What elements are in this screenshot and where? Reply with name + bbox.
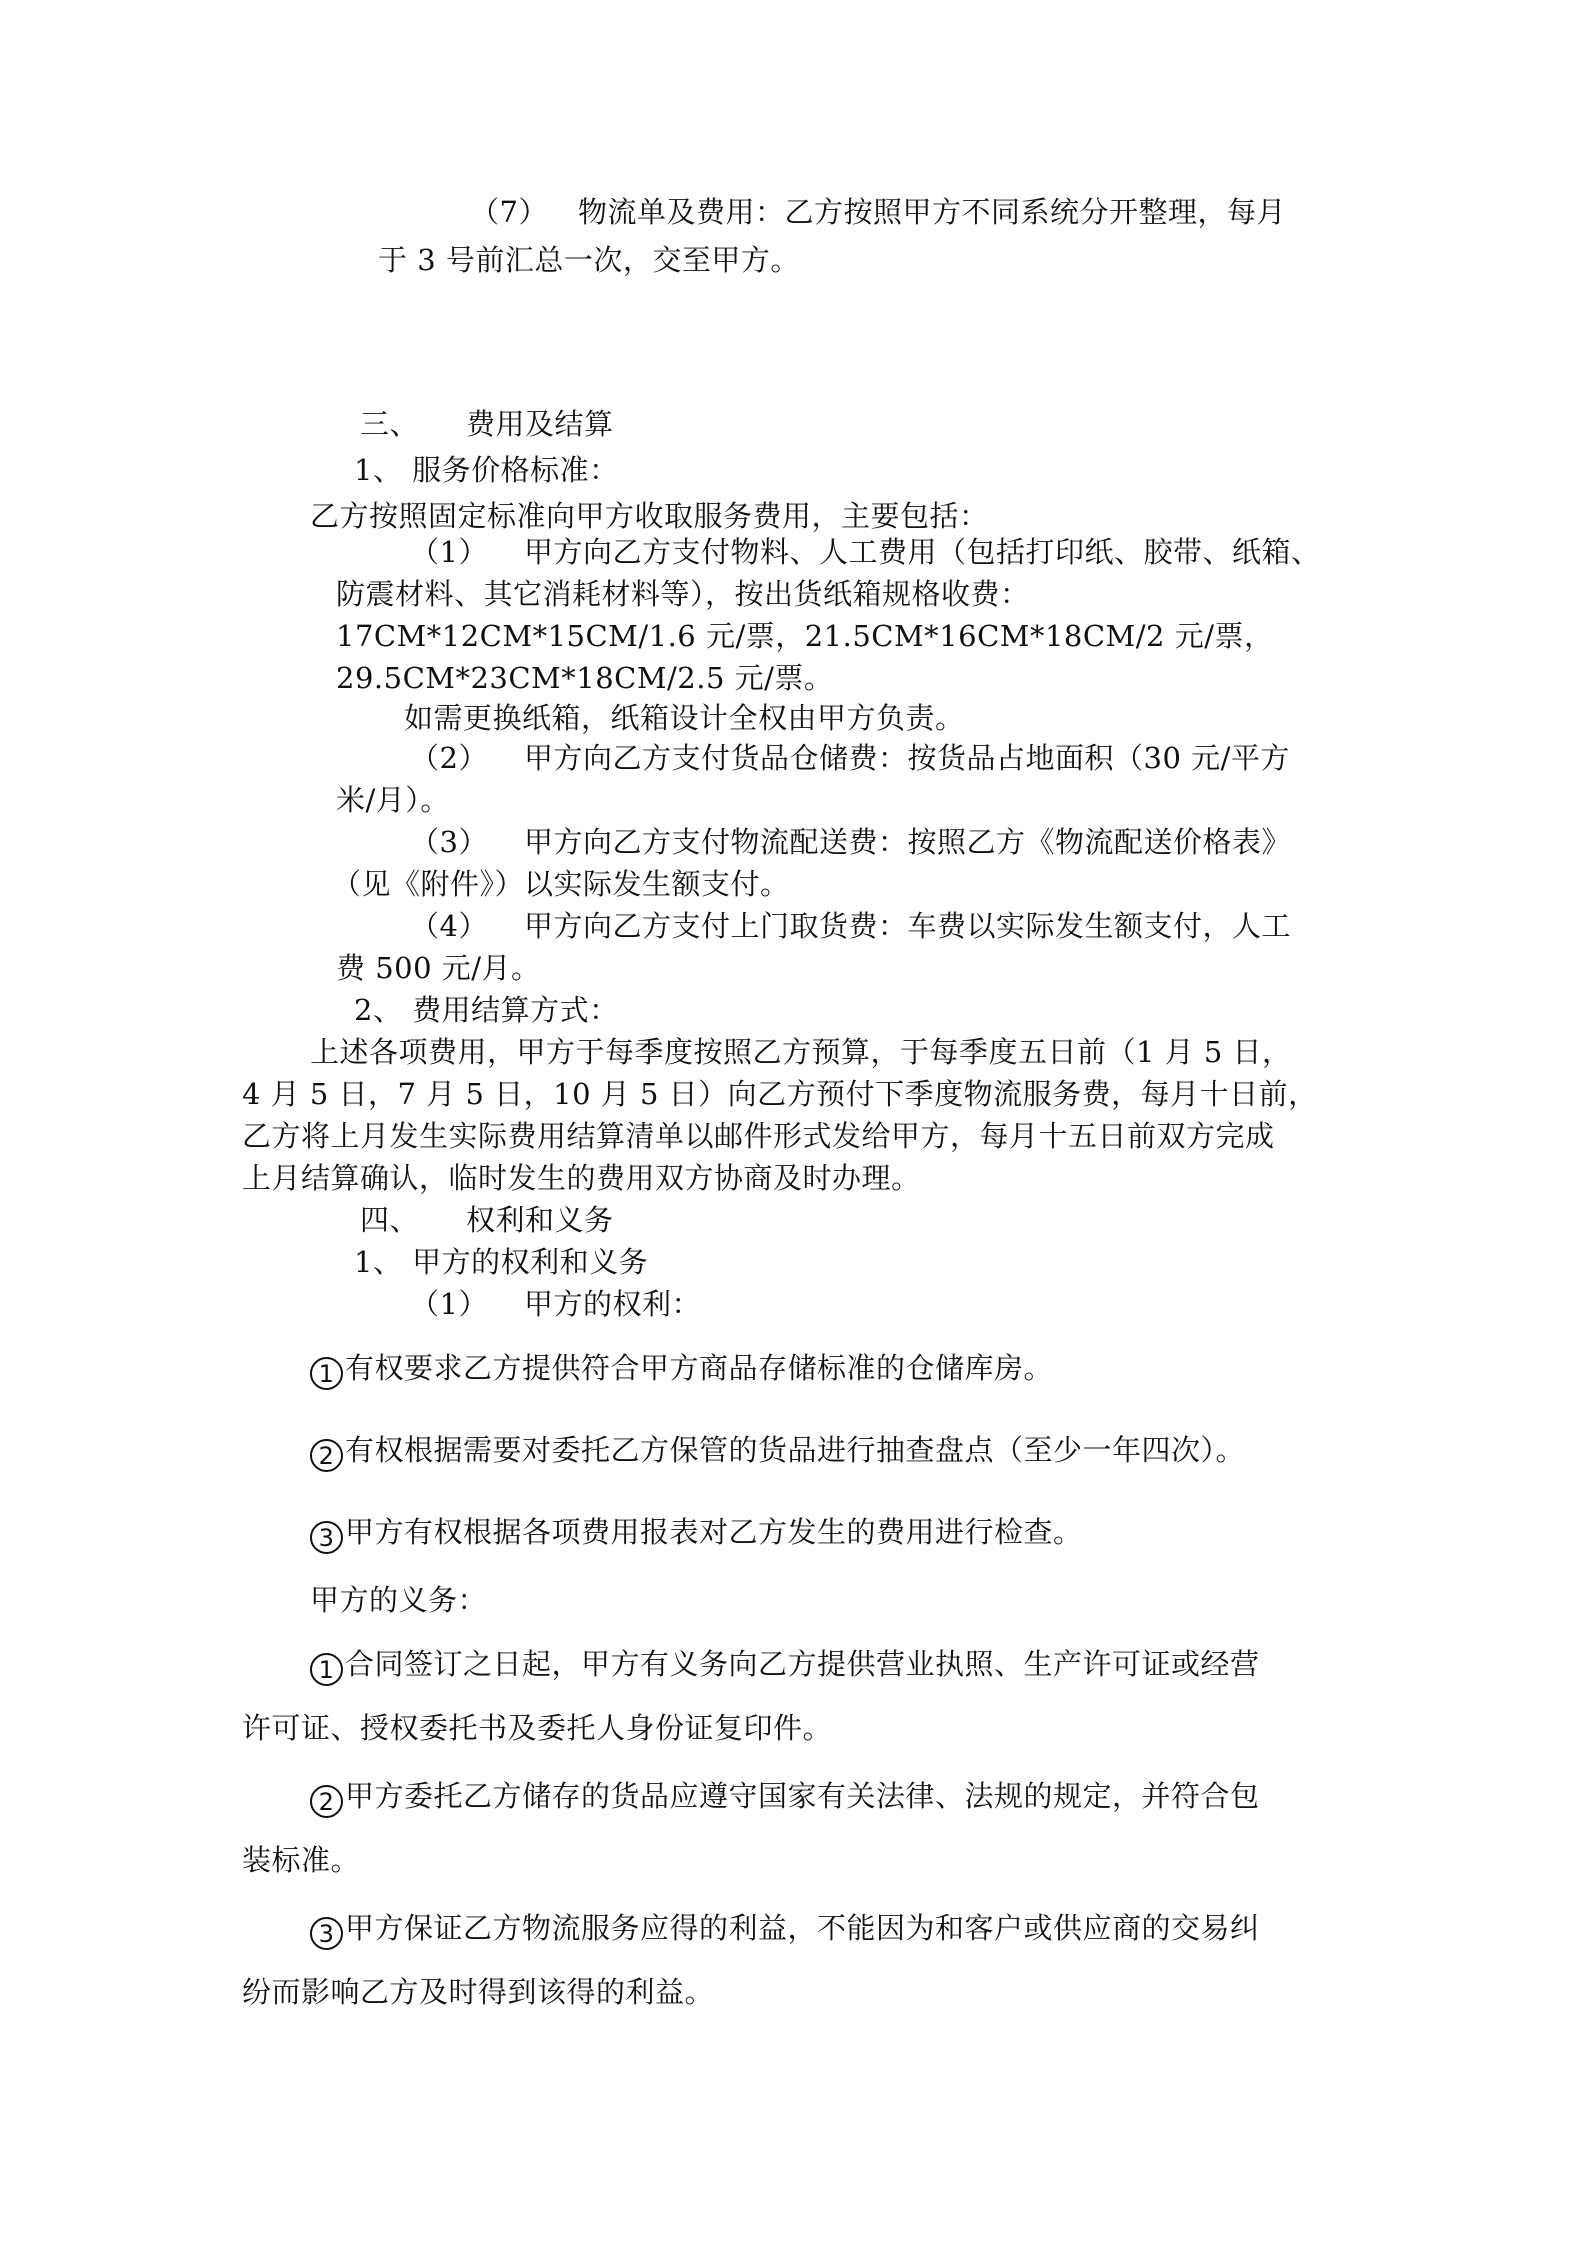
obligation-item-1-text: 合同签订之日起，甲方有义务向乙方提供营业执照、生产许可证或经营 <box>345 1647 1260 1681</box>
item-4-text-cont: 费 500 元/月。 <box>336 951 541 985</box>
right-item-1 <box>310 1348 1053 1390</box>
paragraph: 乙方按照固定标准向甲方收取服务费用，主要包括： <box>310 499 989 533</box>
circled-number-icon: 2 <box>310 1439 343 1472</box>
section-3-title: 费用及结算 <box>466 407 614 441</box>
circled-number-icon: 3 <box>310 1521 343 1554</box>
item-3-text-cont: （见《附件》）以实际发生额支付。 <box>332 867 790 901</box>
right-item-1-text: 有权要求乙方提供符合甲方商品存储标准的仓储库房。 <box>345 1351 1054 1385</box>
section-4-title: 权利和义务 <box>466 1203 614 1237</box>
box-spec-line-1: 17CM*12CM*15CM/1.6 元/票，21.5CM*16CM*18CM/2 元/票， <box>336 619 1274 653</box>
obligation-item-3-cont: 纷而影响乙方及时得到该得的利益。 <box>242 1975 715 2009</box>
right-item-2-text: 有权根据需要对委托乙方保管的货品进行抽查盘点（至少一年四次）。 <box>345 1433 1246 1467</box>
section-3-number: 三、 <box>360 407 420 441</box>
item-7-number: （7） <box>470 195 548 229</box>
right-item-3 <box>310 1512 1083 1554</box>
settlement-line-2: 4 月 5 日，7 月 5 日，10 月 5 日）向乙方预付下季度物流服务费，每月十日前， <box>242 1077 1318 1111</box>
item-1-number: （1） <box>410 535 488 569</box>
box-note: 如需更换纸箱，纸箱设计全权由甲方负责。 <box>404 701 965 735</box>
rights-title: 甲方的权利： <box>524 1287 702 1321</box>
subsection-3-1-title: 1、 服务价格标准： <box>354 453 619 487</box>
subsection-4-1-title: 1、 甲方的权利和义务 <box>354 1245 649 1279</box>
settlement-line-3: 乙方将上月发生实际费用结算清单以邮件形式发给甲方，每月十五日前双方完成 <box>242 1119 1275 1153</box>
obligation-item-3 <box>310 1908 1260 1950</box>
item-4-number: （4） <box>410 909 488 943</box>
settlement-line-4: 上月结算确认，临时发生的费用双方协商及时办理。 <box>242 1161 921 1195</box>
obligation-item-2-cont: 装标准。 <box>242 1843 361 1877</box>
section-4-number: 四、 <box>360 1203 420 1237</box>
item-3-text: 甲方向乙方支付物流配送费：按照乙方《物流配送价格表》 <box>524 825 1292 859</box>
circled-number-icon: 1 <box>310 1653 343 1686</box>
item-3-number: （3） <box>410 825 488 859</box>
obligation-item-1 <box>310 1644 1260 1686</box>
item-1-text-cont: 防震材料、其它消耗材料等），按出货纸箱规格收费： <box>336 577 1030 611</box>
item-4-text: 甲方向乙方支付上门取货费：车费以实际发生额支付，人工 <box>524 909 1292 943</box>
obligations-title: 甲方的义务： <box>310 1583 488 1617</box>
subsection-3-2-title: 2、 费用结算方式： <box>354 993 619 1027</box>
obligation-item-2-text: 甲方委托乙方储存的货品应遵守国家有关法律、法规的规定，并符合包 <box>345 1779 1260 1813</box>
item-2-number: （2） <box>410 741 488 775</box>
right-item-2 <box>310 1430 1245 1472</box>
obligation-item-2 <box>310 1776 1260 1818</box>
item-2-text: 甲方向乙方支付货品仓储费：按货品占地面积（30 元/平方 <box>524 741 1290 775</box>
item-2-text-cont: 米/月）。 <box>336 783 450 817</box>
circled-number-icon: 3 <box>310 1917 343 1950</box>
box-spec-line-2: 29.5CM*23CM*18CM/2.5 元/票。 <box>336 661 834 695</box>
circled-number-icon: 1 <box>310 1357 343 1390</box>
obligation-item-1-cont: 许可证、授权委托书及委托人身份证复印件。 <box>242 1711 833 1745</box>
item-7-text: 物流单及费用：乙方按照甲方不同系统分开整理，每月 <box>578 195 1287 229</box>
circled-number-icon: 2 <box>310 1785 343 1818</box>
settlement-line-1: 上述各项费用，甲方于每季度按照乙方预算，于每季度五日前（1 月 5 日， <box>310 1035 1292 1069</box>
rights-number: （1） <box>410 1287 488 1321</box>
obligation-item-3-text: 甲方保证乙方物流服务应得的利益，不能因为和客户或供应商的交易纠 <box>345 1911 1260 1945</box>
item-1-text: 甲方向乙方支付物料、人工费用（包括打印纸、胶带、纸箱、 <box>524 535 1321 569</box>
item-7-text-cont: 于 3 号前汇总一次，交至甲方。 <box>378 243 800 277</box>
right-item-3-text: 甲方有权根据各项费用报表对乙方发生的费用进行检查。 <box>345 1515 1083 1549</box>
